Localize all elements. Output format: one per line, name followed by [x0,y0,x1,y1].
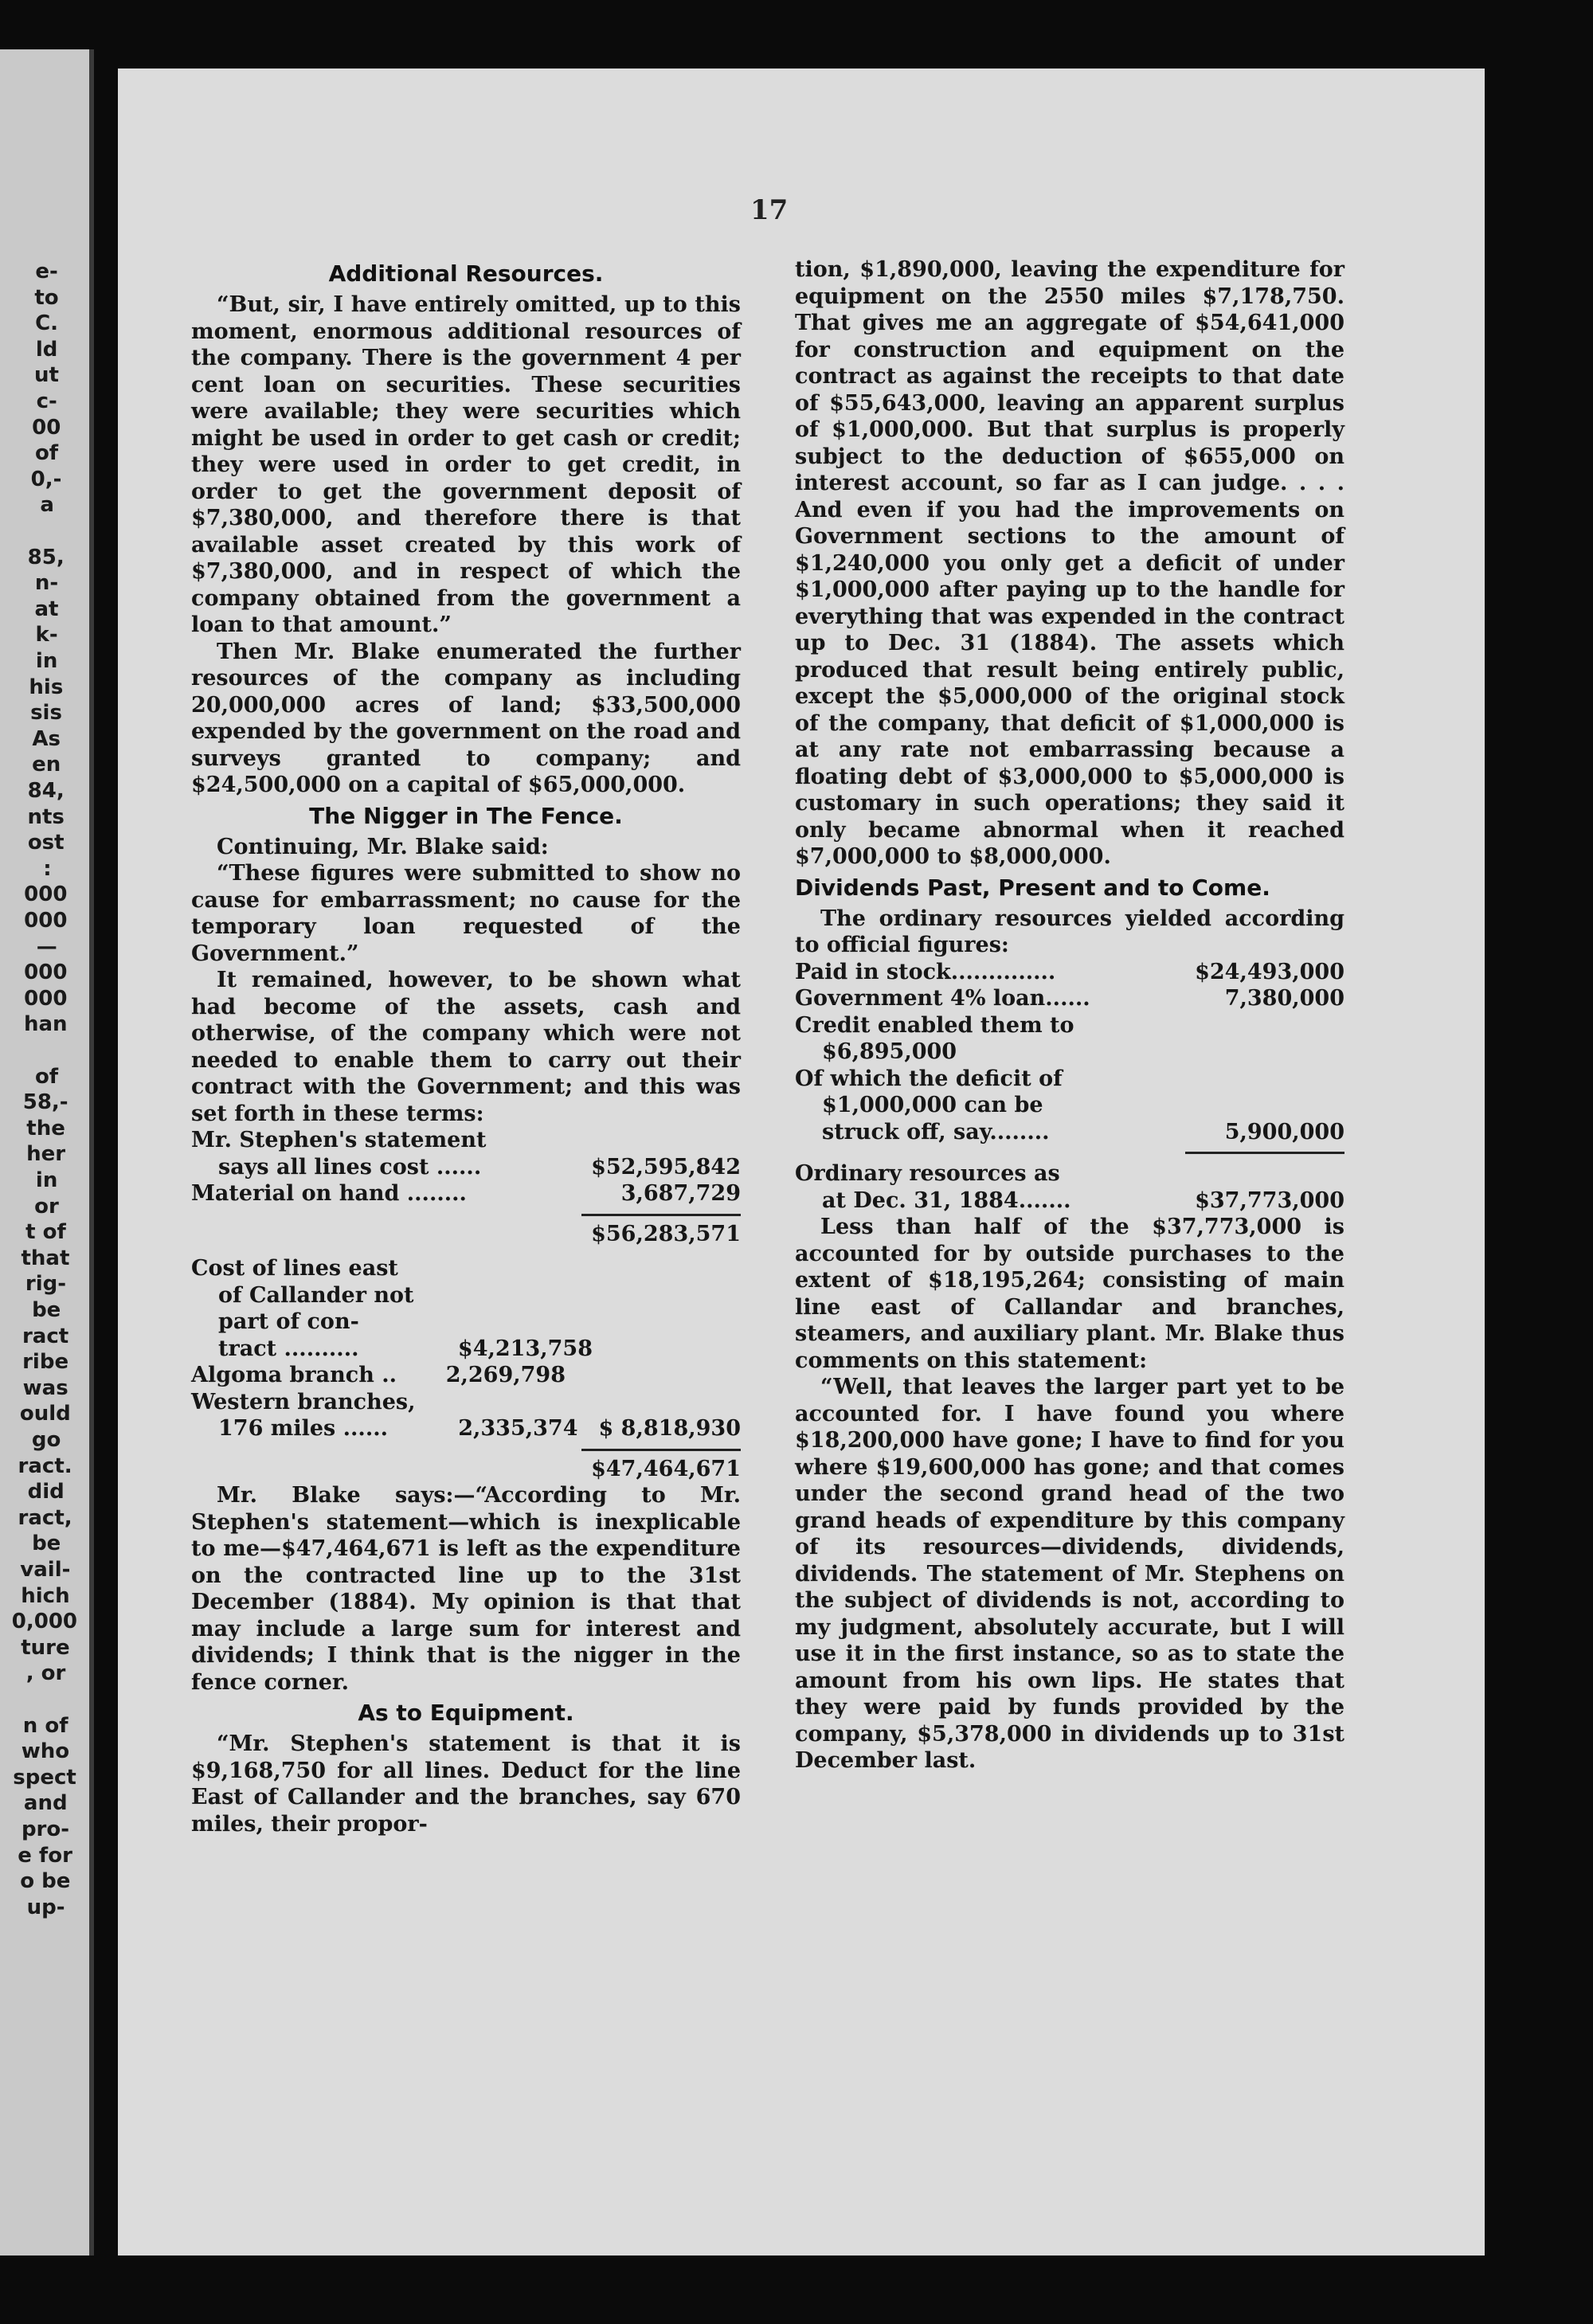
table-label: part of con- [218,1309,359,1334]
edge-fragment: As [32,726,61,751]
table-label: of Callander not [218,1282,414,1308]
edge-fragment: of [34,1064,59,1089]
edge-fragment: e for [18,1843,72,1868]
table-label: Algoma branch .. [191,1363,397,1387]
edge-fragment: ract. [18,1453,72,1478]
edge-fragment: 0,000 [11,1610,78,1634]
table-label: says all lines cost ...... [218,1154,482,1180]
page-number: 17 [750,194,789,226]
edge-fragment: be [32,1532,61,1556]
paragraph: Mr. Blake says:—“According to Mr. Stephen's statement—which is inexplicable to me—$47,464,671 is left as the expenditure on the contracted line up to the 31st December (1884). My opinion is that that may include a large sum for interest and dividends; I think that is the nigger in the fence corner. [191,1483,741,1695]
table-value: 3,687,729 [620,1181,741,1206]
table-label: 176 miles ...... [218,1416,389,1441]
edge-fragment: t of [25,1220,66,1245]
edge-fragment: be [32,1298,61,1322]
table-label: Of which the deficit of [795,1066,1063,1091]
edge-fragment: her [26,1142,66,1167]
edge-fragment: who [21,1739,70,1764]
table-label: Mr. Stephen's statement [191,1128,487,1152]
table-value: 2,335,374 [458,1416,578,1441]
edge-fragment: 0,- [30,467,62,491]
edge-fragment: nts [27,804,65,829]
edge-fragment: up- [26,1895,65,1919]
previous-page-edge [0,49,94,2256]
edge-fragment: ract [22,1324,69,1348]
paragraph: “These figures were submitted to show no cause for embarrassment; no cause for the temporary loan requested of the Government.” [191,861,741,966]
edge-fragment: e- [35,260,58,284]
edge-fragment: : [43,856,52,881]
edge-fragment: ost [27,831,65,855]
paragraph: “Mr. Stephen's statement is that it is $9,168,750 for all lines. Deduct for the line East of Callander and the branches, say 670 miles, their propor- [191,1731,741,1837]
edge-fragment: in [35,649,58,673]
table-label: tract .......... [218,1336,359,1361]
table-value: $24,493,000 [1195,959,1344,984]
table-total: $56,283,571 [591,1221,741,1246]
edge-fragment: o be [20,1869,71,1894]
edge-fragment: pro- [21,1817,70,1841]
table-label: struck off, say........ [822,1119,1050,1144]
edge-fragment: hich [21,1583,70,1608]
table-value: $52,595,842 [591,1154,741,1180]
edge-fragment: rig- [25,1272,67,1297]
edge-fragment: vail- [20,1558,71,1582]
edge-fragment: c- [36,389,57,413]
edge-fragment: that [21,1246,70,1270]
table-label: at Dec. 31, 1884....... [822,1187,1071,1213]
resources-table [795,959,1344,1215]
cost-table-1 [191,1127,741,1247]
paragraph: Less than half of the $37,773,000 is accounted for by outside purchases to the extent of $18,195,264; consisting of main line east of Callandar and branches, steamers, and auxiliary plant. Mr. Blake thus comments on this statement: [795,1215,1344,1373]
table-value: $37,773,000 [1195,1187,1344,1213]
edge-fragment: the [26,1116,65,1140]
edge-fragment: ld [35,337,58,362]
table-label: Paid in stock.............. [795,959,1056,984]
heading-nigger-in-fence: The Nigger in The Fence. [309,802,623,829]
table-label: Credit enabled them to [795,1012,1074,1038]
paragraph: “But, sir, I have entirely omitted, up to this moment, enormous additional resources of the company. There is the government 4 per cent loan on securities. These securities were available; they were securities which might be used in order to get cash or credit; they were used in order to get credit, in order to get the government deposit of $7,380,000, and therefore there is that available asset created by this work of $7,380,000, and in respect of which the company obtained from the government a loan to that amount.” [191,292,741,637]
edge-fragment: and [23,1791,68,1816]
edge-fragment: was [22,1375,68,1400]
edge-fragment: a [40,493,54,518]
table-label: $1,000,000 can be [822,1093,1043,1117]
edge-fragment: 000 [24,986,68,1011]
table-label: $6,895,000 [822,1039,957,1064]
edge-fragment: go [31,1428,61,1452]
edge-fragment: n- [34,571,59,596]
table-value: 7,380,000 [1224,986,1344,1011]
sum-rule [581,1214,741,1216]
table-value: $4,213,758 [457,1336,593,1361]
paragraph: Continuing, Mr. Blake said: [217,834,549,859]
edge-fragment: spect [13,1765,76,1790]
edge-fragment: 84, [27,779,65,803]
edge-fragment: 000 [24,961,68,985]
left-column [191,256,741,1837]
table-label: Cost of lines east [191,1256,398,1281]
table-subtotal: $ 8,818,930 [598,1416,741,1441]
edge-fragment: C. [35,311,59,336]
paragraph: The ordinary resources yielded according to official figures: [795,906,1344,957]
edge-fragment: 58,- [22,1090,68,1115]
edge-fragment: to [34,285,59,310]
edge-fragment: in [35,1168,58,1192]
edge-fragment: 85, [27,545,65,569]
table-label: Government 4% loan...... [795,986,1090,1011]
table-label: Material on hand ........ [191,1181,467,1206]
sum-rule [1185,1152,1344,1154]
table-label: Western branches, [191,1389,416,1414]
edge-fragment: 000 [24,882,68,907]
table-value: 5,900,000 [1224,1119,1344,1144]
edge-fragment: ould [19,1402,71,1426]
paragraph: It remained, however, to be shown what had become of the assets, cash and otherwise, of the company which were not needed to enable them to carry out their contract with the Government; and this was set forth in these terms: [191,968,741,1126]
table-total: $47,464,671 [591,1456,741,1481]
edge-fragment: en [32,753,61,777]
paragraph: tion, $1,890,000, leaving the expenditure for equipment on the 2550 miles $7,178,750. That gives me an aggregate of $54,641,000 for construction and equipment on the contract as against the receipts to that date of $55,643,000, leaving an apparent surplus of $1,000,000. But that surplus is properly subject to the deduction of $655,000 on interest account, so far as I can judge. . . . And even if you had the improvements on Government sections to the amount of $1,240,000 you only get a deficit of under $1,000,000 after paying up to the handle for everything that was expended in the contract up to Dec. 31 (1884). The assets which produced that result being entirely public, except the $5,000,000 of the original stock of the company, that deficit of $1,000,000 is at any rate not embarrassing because a floating debt of $3,000,000 to $5,000,000 is customary in such operations; they said it only became abnormal when it reached $7,000,000 to $8,000,000. [795,257,1344,869]
edge-fragment: did [27,1480,65,1504]
paragraph: “Well, that leaves the larger part yet to be accounted for. I have found you where $18,200,000 have gone; I have to find for you where $19,600,000 has gone; and that comes under the second grand head of the two grand heads of expenditure by this company of its resources—dividends, dividends, dividends. The statement of Mr. Stephens on the subject of dividends is not, according to my judgment, absolutely accurate, but I will use it in the first instance, so as to state the amount from his own lips. He states that they were paid by funds provided by the company, $5,378,000 in dividends up to 31st December last. [795,1375,1344,1773]
edge-fragment: of [34,441,59,466]
edge-fragment: — [36,934,57,959]
edge-fragment: n of [22,1713,68,1738]
paragraph: Then Mr. Blake enumerated the further resources of the company as including 20,000,000 acres of land; $33,500,000 expended by the government on the road and surveys granted to company; and $24,500,000 on a capital of $65,000,000. [191,639,741,797]
edge-fragment: , or [25,1661,66,1686]
edge-fragment: or [34,1194,59,1219]
right-column [795,256,1344,1774]
edge-fragment: 000 [24,909,68,933]
edge-fragment: sis [30,701,62,726]
edge-fragment: his [29,675,64,699]
edge-fragment: han [23,1012,68,1037]
edge-fragment: at [34,597,59,621]
sum-rule [581,1449,741,1451]
heading-as-to-equipment: As to Equipment. [358,1700,574,1726]
edge-fragment: ture [21,1635,70,1660]
heading-dividends: Dividends Past, Present and to Come. [795,874,1270,901]
heading-additional-resources: Additional Resources. [328,260,604,287]
table-label: Ordinary resources as [795,1161,1060,1186]
edge-fragment: ut [33,363,59,388]
table-value: 2,269,798 [445,1363,566,1387]
edge-fragment: 00 [32,415,61,440]
cost-table-2 [191,1255,741,1482]
edge-fragment: k- [35,623,58,648]
edge-fragment: ract, [18,1505,72,1530]
edge-fragment: ribe [22,1350,69,1375]
